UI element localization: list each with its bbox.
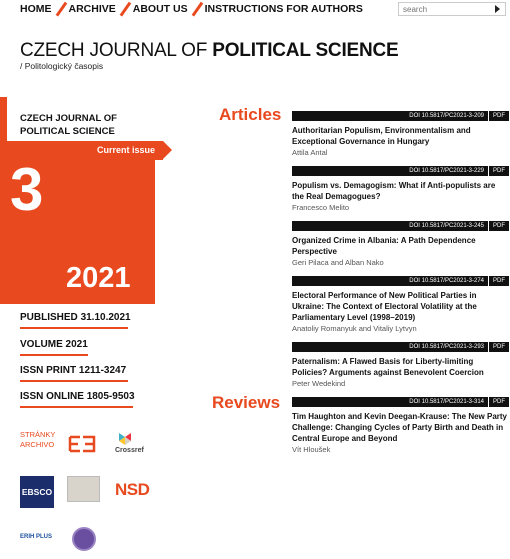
published-date: 31.10.2021 [80,312,131,323]
index-cover-logo[interactable] [67,476,100,502]
article-title[interactable]: Paternalism: A Flawed Basis for Liberty-limiting Policies? Arguments against Benevolent Coercion [292,357,484,377]
published-label: PUBLISHED [20,312,81,323]
article-item [292,276,509,334]
nav-instructions[interactable]: INSTRUCTIONS FOR AUTHORS [204,3,363,15]
review-item [292,397,509,455]
review-doi-link[interactable]: DOI 10.5817/PC2021-3-314 [409,399,484,405]
article-pdf-link[interactable]: PDF [493,278,505,284]
current-issue-label: Current issue [97,145,156,155]
issn-print-value: 1211-3247 [78,365,127,376]
issn-online-value: 1805-9503 [86,391,135,402]
article-title[interactable]: Organized Crime in Albania: A Path Dependence Perspective [292,236,476,256]
article-item [292,221,509,268]
site-subtitle: / Politologický časopis [20,61,104,71]
cover-journal-name: CZECH JOURNAL OF POLITICAL SCIENCE [20,113,117,137]
article-meta-bar [292,342,509,352]
nav-separator [192,2,202,16]
article-doi-link[interactable]: DOI 10.5817/PC2021-3-229 [409,168,484,174]
cover-year: 2021 [66,262,131,294]
article-meta-bar [292,221,509,231]
stranky-logo[interactable] [20,430,55,450]
site-title-light: CZECH JOURNAL OF [20,40,213,61]
article-author: Geri Pilaca and Alban Nako [292,258,384,267]
review-title[interactable]: Tim Haughton and Kevin Deegan-Krause: The New Party Challenge: Changing Cycles of Party Birth and Death in Central Europe and Beyond [292,412,508,443]
search-input[interactable] [399,3,491,15]
issn-print-underline [20,380,128,382]
top-nav [20,2,363,16]
article-doi-link[interactable]: DOI 10.5817/PC2021-3-209 [409,113,484,119]
search-submit-button[interactable] [491,3,503,15]
search-box [398,2,506,16]
article-meta-bar [292,111,509,121]
crossref-text: Crossref [115,447,144,454]
review-meta-bar [292,397,509,407]
article-item [292,342,509,389]
nav-about-us[interactable]: ABOUT US [132,3,188,15]
article-doi-link[interactable]: DOI 10.5817/PC2021-3-245 [409,223,484,229]
issn-online-underline [20,406,133,408]
volume-underline [20,354,88,356]
article-author: Attila Antal [292,148,328,157]
article-pdf-link[interactable]: PDF [493,168,505,174]
article-doi-link[interactable]: DOI 10.5817/PC2021-3-293 [409,344,484,350]
site-title-bold: POLITICAL SCIENCE [212,40,399,61]
erih-plus-logo[interactable]: ERIH PLUS [20,534,53,540]
nav-home[interactable]: HOME [20,3,52,15]
current-issue-arrow-icon [163,141,172,159]
issn-print-info [20,365,126,379]
article-pdf-link[interactable]: PDF [493,113,505,119]
cover-issue-number: 3 [10,156,44,223]
article-title[interactable]: Authoritarian Populism, Environmentalism and Exceptional Governance in Hungary [292,126,471,146]
ebsco-logo[interactable]: EBSCO [20,476,54,508]
article-meta-bar [292,166,509,176]
issn-print-label: ISSN PRINT [20,365,79,376]
review-pdf-link[interactable]: PDF [493,399,505,405]
seal-logo-icon[interactable] [72,527,96,551]
site-title[interactable] [20,40,399,62]
review-author: Vít Hloušek [292,445,331,454]
volume-label: VOLUME 2021 [20,339,88,350]
article-title[interactable]: Populism vs. Demagogism: What if Anti-populists are the Real Demagogues? [292,181,496,201]
article-pdf-link[interactable]: PDF [493,223,505,229]
issn-online-info [20,391,135,405]
e3-logo[interactable] [68,433,98,455]
reviews-heading: Reviews [212,393,281,412]
nav-separator [56,2,66,16]
crossref-icon [115,433,135,447]
volume-info [20,339,88,353]
article-meta-bar [292,276,509,286]
published-underline [20,327,128,329]
article-item [292,166,509,213]
issn-online-label: ISSN ONLINE [20,391,87,402]
nsd-logo[interactable]: NSD [115,480,150,499]
article-title[interactable]: Electoral Performance of New Political Parties in Ukraine: The Context of Electoral Volatility at the Parliamentary Level (1998–2019) [292,291,477,322]
crossref-logo[interactable] [115,433,150,455]
play-arrow-icon [495,5,500,13]
article-item [292,111,509,158]
stranky-logo-line1: STRÁNKY [20,430,56,439]
e3-logo-icon [68,433,98,455]
nav-separator [120,2,130,16]
article-pdf-link[interactable]: PDF [493,344,505,350]
article-author: Peter Wedekind [292,379,346,388]
article-author: Anatoliy Romanyuk and Vitaliy Lytvyn [292,324,417,333]
article-doi-link[interactable]: DOI 10.5817/PC2021-3-274 [409,278,484,284]
published-info [20,312,131,326]
nav-archive[interactable]: ARCHIVE [68,3,116,15]
articles-heading: Articles [219,105,282,124]
article-author: Francesco Melito [292,203,350,212]
stranky-logo-line2: ARCHIVO [20,440,55,449]
